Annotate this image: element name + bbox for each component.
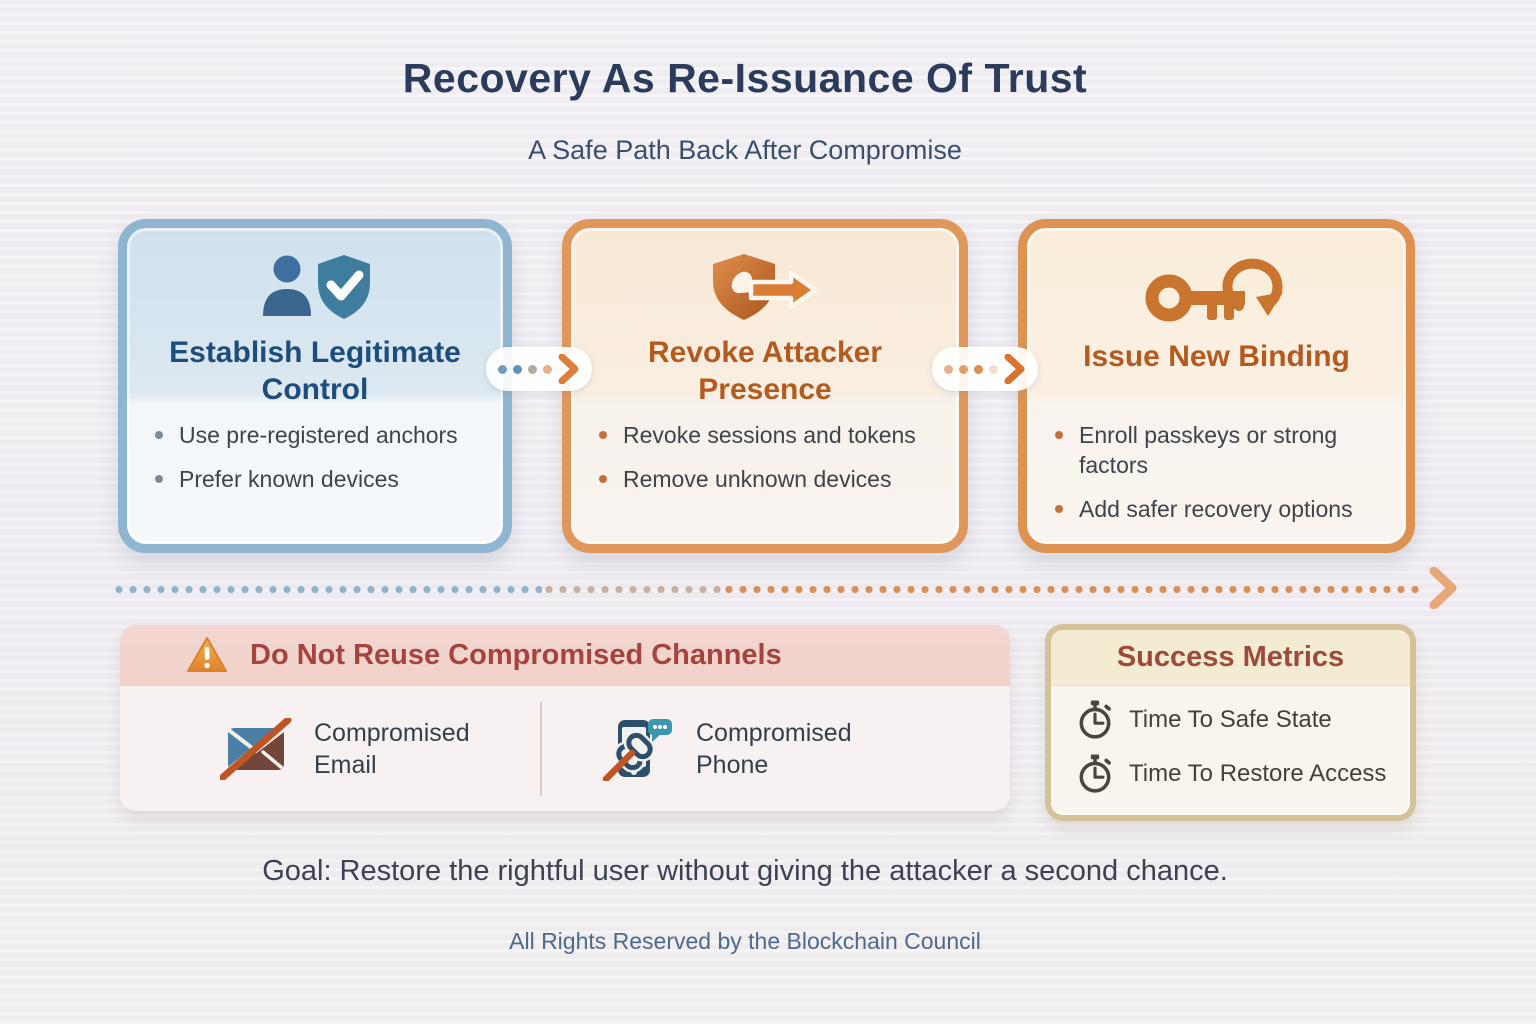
- connector-dot: [513, 365, 522, 374]
- chevron-right-icon: [558, 354, 580, 384]
- bullet-text: Add safer recovery options: [1079, 496, 1353, 522]
- flow-timeline-dotted-line: [112, 583, 1422, 596]
- step-bullet-list: [1027, 406, 1406, 524]
- bullet-dot: [155, 475, 163, 483]
- channel-label: Compromised Phone: [696, 718, 852, 779]
- connector-dot: [959, 365, 968, 374]
- bullet-dot: [155, 431, 163, 439]
- bullet-item: [599, 420, 949, 450]
- step-card-revoke-attacker: [562, 219, 968, 553]
- bullet-dot: [599, 475, 607, 483]
- metric-item: [1077, 700, 1410, 740]
- shield-eject-arrow-icon: [699, 252, 831, 326]
- bullet-dot: [599, 431, 607, 439]
- page-title: Recovery As Re-Issuance Of Trust: [402, 55, 1088, 101]
- connector-dot: [498, 365, 507, 374]
- flow-arrowhead-icon: [1428, 567, 1458, 609]
- vertical-divider: [540, 702, 542, 796]
- warning-panel-body: [120, 686, 1010, 811]
- bullet-item: [155, 464, 493, 494]
- metrics-panel-title: Success Metrics: [1116, 641, 1345, 673]
- compromised-email-item: [220, 717, 540, 781]
- metric-label: Time To Safe State: [1129, 706, 1332, 733]
- step-title: Issue New Binding: [1083, 340, 1350, 373]
- user-shield-check-icon: [256, 252, 374, 326]
- connector-dot: [974, 365, 983, 374]
- dotted-line-tan-segment: [542, 583, 722, 596]
- warning-panel: [120, 625, 1010, 811]
- goal-statement: Goal: Restore the rightful user without giving the attacker a second chance.: [262, 855, 1228, 887]
- step-title: Revoke Attacker Presence: [647, 336, 882, 406]
- warning-panel-header: [120, 625, 1010, 686]
- step-bullet-list: [127, 406, 503, 494]
- blocked-phone-icon: [602, 717, 674, 781]
- bullet-text: Use pre-registered anchors: [179, 422, 458, 448]
- bullet-text: Remove unknown devices: [623, 466, 892, 492]
- bullet-text: Revoke sessions and tokens: [623, 422, 916, 448]
- bullet-dot: [1055, 431, 1063, 439]
- metric-item: [1077, 754, 1410, 794]
- channel-label: Compromised Email: [314, 718, 470, 779]
- connector-dot: [989, 365, 998, 374]
- step-connector-arrow-icon: [932, 347, 1038, 391]
- step-card-header: [571, 228, 959, 406]
- bullet-item: [599, 464, 949, 494]
- compromised-phone-item: [602, 717, 866, 781]
- chevron-right-icon: [1004, 354, 1026, 384]
- bullet-text: Prefer known devices: [179, 466, 399, 492]
- step-card-establish-control: [118, 219, 512, 553]
- metric-label: Time To Restore Access: [1129, 760, 1387, 787]
- step-card-issue-new-binding: [1018, 219, 1415, 553]
- page-subtitle: A Safe Path Back After Compromise: [528, 135, 962, 165]
- step-card-header: [127, 228, 503, 406]
- warning-triangle-icon: [186, 636, 228, 674]
- bullet-text: Enroll passkeys or strong factors: [1079, 422, 1338, 478]
- stopwatch-icon: [1077, 700, 1113, 740]
- connector-dot: [944, 365, 953, 374]
- copyright-footer: All Rights Reserved by the Blockchain Council: [509, 928, 981, 954]
- connector-dot: [543, 365, 552, 374]
- metrics-panel-header: [1051, 630, 1410, 686]
- key-refresh-icon: [1141, 252, 1293, 330]
- metrics-panel-body: [1051, 686, 1410, 794]
- bullet-dot: [1055, 505, 1063, 513]
- bullet-item: [155, 420, 493, 450]
- dotted-line-blue-segment: [112, 583, 542, 596]
- stopwatch-icon: [1077, 754, 1113, 794]
- bullet-item: [1055, 420, 1396, 480]
- step-card-header: [1027, 228, 1406, 406]
- warning-panel-title: Do Not Reuse Compromised Channels: [250, 638, 782, 671]
- dotted-line-orange-segment: [722, 583, 1422, 596]
- step-connector-arrow-icon: [486, 347, 592, 391]
- step-title: Establish Legitimate Control: [169, 336, 461, 406]
- bullet-item: [1055, 494, 1396, 524]
- connector-dot: [528, 365, 537, 374]
- step-bullet-list: [571, 406, 959, 494]
- success-metrics-panel: [1045, 624, 1416, 821]
- blocked-email-icon: [220, 718, 292, 780]
